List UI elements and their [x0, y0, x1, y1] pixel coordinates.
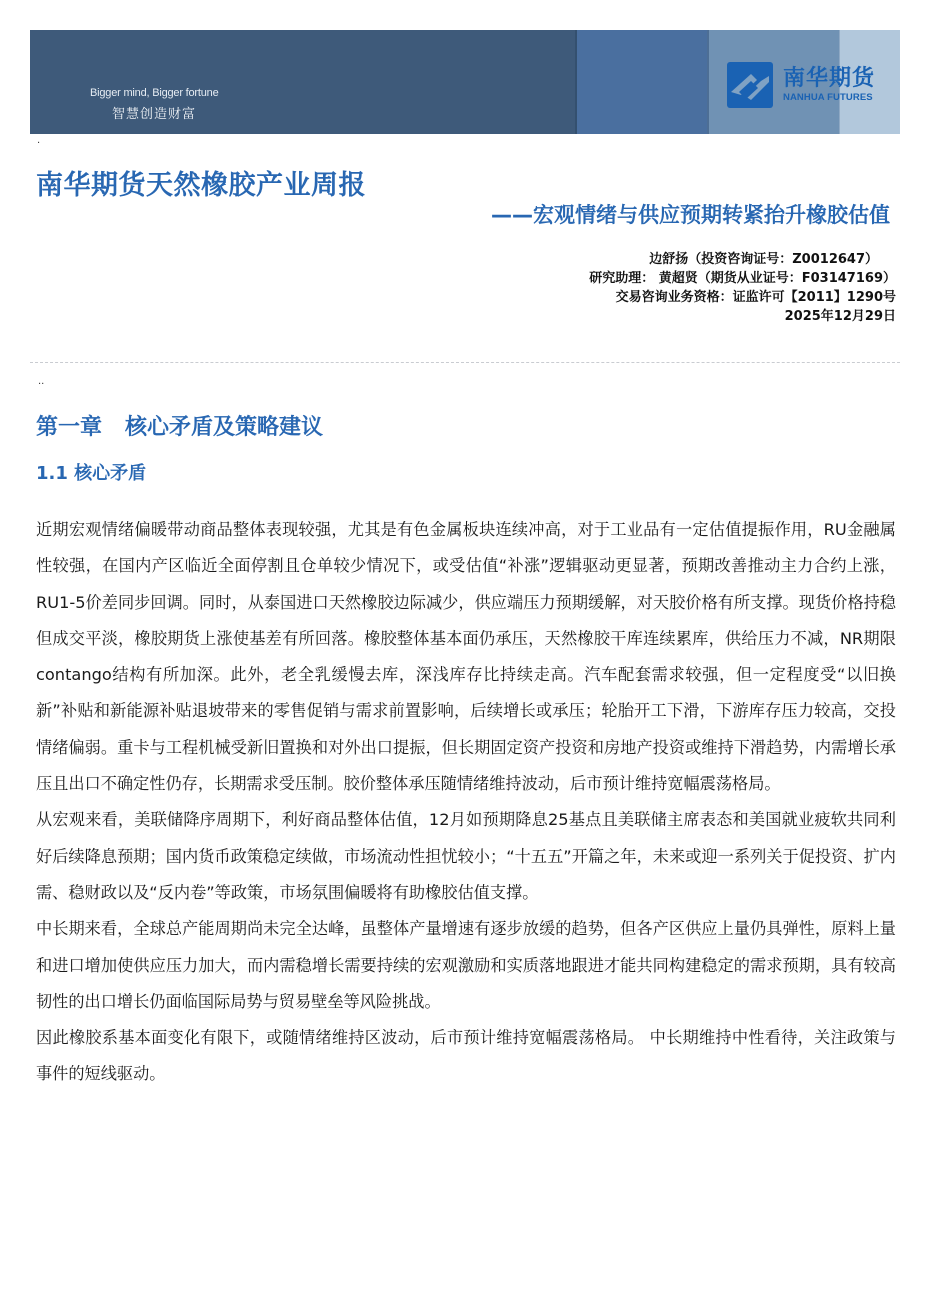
paragraph-core-analysis: 近期宏观情绪偏暖带动商品整体表现较强，尤其是有色金属板块连续冲高，对于工业品有一定估值提振作用，RU金融属性较强，在国内产区临近全面停割且仓单较少情况下，或受估值“补涨”逻辑驱动更显著，预期改善推动主力合约上涨，RU1-5价差同步回调。同时，从泰国进口天然橡胶边际减少，供应端压力预期缓解，对天胶价格有所支撑。现货价格持稳但成交平淡，橡胶期货上涨使基差有所回落。橡胶整体基本面仍承压，天然橡胶干库连续累库，供给压力不减，NR期限contango结构有所加深。此外，老全乳缓慢去库，深浅库存比持续走高。汽车配套需求较强，但一定程度受“以旧换新”补贴和新能源补贴退坡带来的零售促销与需求前置影响，后续增长或承压；轮胎开工下滑，下游库存压力较高，交投情绪偏弱。重卡与工程机械受新旧置换和对外出口提振，但长期固定资产投资和房地产投资或维持下滑趋势，内需增长承压且出口不确定性仍存，长期需求受压制。胶价整体承压随情绪维持波动，后市预计维持宽幅震荡格局。 [36, 520, 896, 794]
company-logo [727, 62, 875, 108]
banner-band-mid [575, 30, 707, 134]
paragraph-macro: 从宏观来看，美联储降序周期下，利好商品整体估值，12月如预期降息25基点且美联储主席表态和美国就业疲软共同利好后续降息预期；国内货币政策稳定续做，市场流动性担忧较小；“十五五”开篇之年，未来或迎一系列关于促投资、扩内需、稳财政以及“反内卷”等政策，市场氛围偏暖将有助橡胶估值支撑。 [36, 810, 896, 902]
marker-dots: ·· [38, 379, 45, 390]
chapter-title: 第一章 核心矛盾及策略建议 [36, 415, 323, 440]
marker-dot: · [37, 138, 41, 149]
section-divider [30, 362, 900, 363]
section-title: 1.1 核心矛盾 [36, 463, 147, 484]
banner-band-dark [30, 30, 575, 134]
slogan-english: Bigger mind, Bigger fortune [90, 87, 219, 99]
nanhua-logo-icon [727, 62, 773, 108]
author-info [589, 250, 896, 326]
header-banner [30, 30, 900, 134]
report-subtitle: ——宏观情绪与供应预期转紧抬升橡胶估值 [491, 203, 890, 227]
paragraph-long-term: 中长期来看，全球总产能周期尚未完全达峰，虽整体产量增速有逐步放缓的趋势，但各产区供应上量仍具弹性，原料上量和进口增加使供应压力加大，而内需稳增长需要持续的宏观激励和实质落地跟进才能共同构建稳定的需求预期，具有较高韧性的出口增长仍面临国际局势与贸易壁垒等风险挑战。 [36, 919, 896, 1011]
paragraph-conclusion: 因此橡胶系基本面变化有限下，或随情绪维持区波动，后市预计维持宽幅震荡格局。 中长期维持中性看待，关注政策与事件的短线驱动。 [36, 1028, 896, 1084]
report-title: 南华期货天然橡胶产业周报 [36, 170, 366, 201]
license-info: 交易咨询业务资格：证监许可【2011】1290号 [615, 290, 896, 305]
body-text [36, 512, 896, 1093]
slogan-chinese: 智慧创造财富 [112, 107, 197, 122]
logo-chinese-name: 南华期货 [783, 66, 876, 91]
author-assistant: 研究助理： 黄超贤（期货从业证号：F03147169） [589, 271, 896, 286]
report-date: 2025年12月29日 [784, 309, 896, 324]
author-analyst: 边舒扬（投资咨询证号：Z0012647） [649, 252, 878, 267]
logo-english-name: NANHUA FUTURES [783, 92, 873, 103]
